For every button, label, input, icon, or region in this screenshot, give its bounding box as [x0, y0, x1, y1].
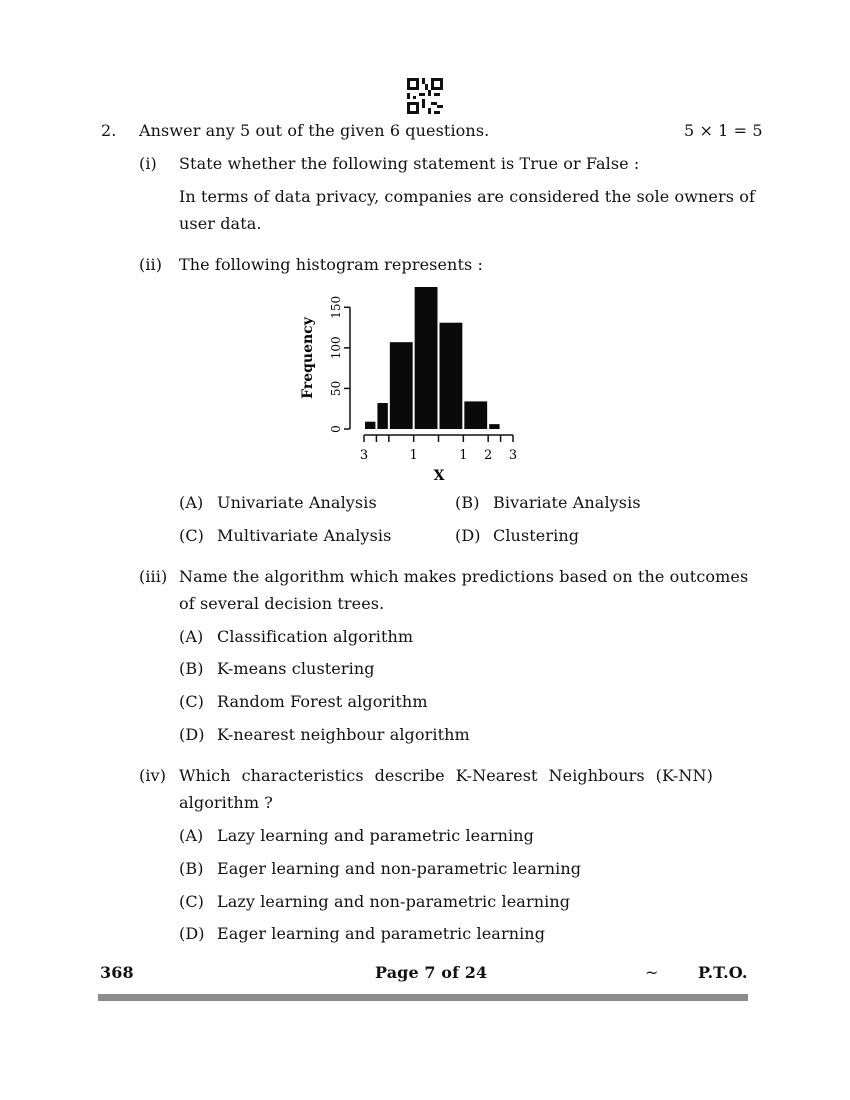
- question-marks: 5 × 1 = 5: [684, 121, 763, 140]
- y-axis: [329, 296, 350, 433]
- option-ii-b[interactable]: [455, 493, 641, 512]
- option-text: Classification algorithm: [217, 627, 414, 646]
- option-text: Lazy learning and parametric learning: [217, 826, 535, 845]
- subquestion-label-i: (i): [139, 154, 157, 173]
- subquestion-label-iv: (iv): [139, 766, 167, 785]
- option-letter: (D): [455, 526, 481, 545]
- tilde-mark: ~: [645, 963, 659, 982]
- option-letter: (A): [179, 826, 204, 845]
- option-letter: (A): [179, 627, 204, 646]
- option-iii-d[interactable]: [179, 725, 470, 744]
- word: describe: [374, 766, 445, 785]
- option-text: Bivariate Analysis: [493, 493, 641, 512]
- option-letter: (C): [179, 692, 205, 711]
- subquestion-i-statement-line1: In terms of data privacy, companies are considered the sole owners of: [179, 187, 756, 206]
- option-text: Random Forest algorithm: [217, 692, 428, 711]
- page-number: Page 7 of 24: [375, 963, 488, 982]
- qr-code-icon: [407, 78, 443, 114]
- subquestion-iii-line2: of several decision trees.: [179, 594, 385, 613]
- option-iv-d[interactable]: [179, 924, 545, 943]
- option-letter: (D): [179, 725, 205, 744]
- histogram-bar: [377, 403, 387, 429]
- word: Which: [179, 766, 231, 785]
- option-text: Eager learning and parametric learning: [217, 924, 546, 943]
- option-iv-b[interactable]: [179, 859, 581, 878]
- subquestion-iv-line1: [179, 766, 713, 785]
- histogram-bar: [390, 342, 413, 429]
- option-letter: (A): [179, 493, 204, 512]
- subquestion-i-text: State whether the following statement is True or False :: [179, 154, 640, 173]
- pto-label: P.T.O.: [698, 963, 748, 982]
- option-text: Univariate Analysis: [217, 493, 377, 512]
- question-instruction: Answer any 5 out of the given 6 questions.: [139, 121, 490, 140]
- subquestion-i-statement-line2: user data.: [179, 214, 262, 233]
- word: (K-NN): [655, 766, 713, 785]
- option-letter: (C): [179, 526, 205, 545]
- option-ii-c[interactable]: [179, 526, 391, 545]
- histogram-chart: [292, 282, 532, 487]
- paper-code: 368: [100, 963, 134, 982]
- histogram-bar: [415, 287, 438, 429]
- option-text: Eager learning and non-parametric learning: [217, 859, 582, 878]
- histogram-bar: [365, 422, 375, 429]
- option-letter: (C): [179, 892, 205, 911]
- option-letter: (B): [179, 659, 204, 678]
- question-number: 2.: [101, 121, 117, 140]
- histogram-bar: [440, 323, 463, 429]
- word: K-Nearest: [455, 766, 538, 785]
- histogram-bar: [464, 401, 487, 429]
- subquestion-label-iii: (iii): [139, 567, 168, 586]
- x-tick-label: 1: [459, 448, 468, 463]
- y-axis-label: Frequency: [300, 317, 316, 399]
- footer-rule: [98, 994, 748, 1001]
- option-text: Multivariate Analysis: [217, 526, 392, 545]
- word: characteristics: [241, 766, 364, 785]
- option-letter: (B): [455, 493, 480, 512]
- option-iv-c[interactable]: [179, 892, 570, 911]
- histogram-bar: [489, 424, 499, 429]
- subquestion-iv-line2: algorithm ?: [179, 793, 273, 812]
- option-text: K-nearest neighbour algorithm: [217, 725, 470, 744]
- option-letter: (D): [179, 924, 205, 943]
- y-tick-label: 0: [329, 425, 343, 433]
- word: Neighbours: [548, 766, 645, 785]
- option-text: K-means clustering: [217, 659, 375, 678]
- option-iii-c[interactable]: [179, 692, 428, 711]
- y-tick-label: 50: [329, 380, 343, 397]
- x-tick-label: 3: [359, 448, 369, 463]
- y-tick-label: 150: [329, 295, 343, 319]
- option-text: Clustering: [493, 526, 580, 545]
- option-text: Lazy learning and non-parametric learning: [217, 892, 571, 911]
- y-tick-label: 100: [329, 336, 343, 360]
- option-ii-d[interactable]: [455, 526, 579, 545]
- subquestion-ii-text: The following histogram represents :: [179, 255, 483, 274]
- histogram-bars: [365, 287, 500, 429]
- option-iv-a[interactable]: [179, 826, 534, 845]
- option-iii-a[interactable]: [179, 627, 413, 646]
- x-tick-label: 1: [409, 448, 418, 463]
- x-axis-label: X: [433, 468, 445, 484]
- subquestion-iii-line1: Name the algorithm which makes predictions based on the outcomes: [179, 567, 749, 586]
- x-axis: [360, 435, 517, 463]
- option-letter: (B): [179, 859, 204, 878]
- x-tick-label: 3: [508, 448, 518, 463]
- x-tick-label: 2: [484, 448, 493, 463]
- option-ii-a[interactable]: [179, 493, 377, 512]
- subquestion-label-ii: (ii): [139, 255, 163, 274]
- option-iii-b[interactable]: [179, 659, 375, 678]
